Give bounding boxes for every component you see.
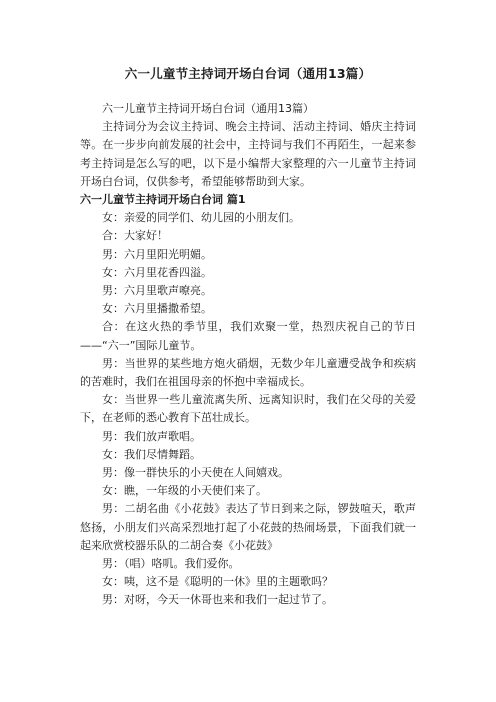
dialogue-line: 男：二胡名曲《小花鼓》表达了节日到来之际，锣鼓喧天，歌声悠扬，小朋友们兴高采烈地打起了小花鼓的热闹场景，下面我们就一起来欣赏校器乐队的二胡合奏《小花鼓》 [80,502,416,552]
dialogue-line: 男：六月里阳光明媚。 [102,247,212,261]
dialogue-line: 女：当世界一些儿童流离失所、远离知识时，我们在父母的关爱下，在老师的悉心教育下茁壮成长。 [80,393,416,425]
subtitle-line: 六一儿童节主持词开场白台词（通用13篇） [102,102,314,115]
dialogue-line: 男：六月里歌声嘹亮。 [102,284,212,298]
dialogue-line: 女：我们尽情舞蹈。 [102,447,201,461]
document-title: 六一儿童节主持词开场白台词（通用13篇） [124,66,372,81]
dialogue-line: 男：我们放声歌唱。 [102,429,201,443]
dialogue-line: 女：六月里花香四溢。 [102,265,212,279]
intro-paragraph: 主持词分为会议主持词、晚会主持词、活动主持词、婚庆主持词等。在一步步向前发展的社会中，主持词与我们不再陌生，一起来参考主持词是怎么写的吧，以下是小编帮大家整理的六一儿童节主持词开场白台词，仅供参考，希望能够帮助到大家。 [80,120,416,188]
section-title: 六一儿童节主持词开场白台词 篇1 [80,193,246,207]
dialogue-line: 女：六月里播撒希望。 [102,302,212,316]
dialogue-line: 合：在这火热的季节里，我们欢聚一堂，热烈庆祝自己的节日——“六一”国际儿童节。 [80,320,416,352]
dialogue-line: 女：瞧，一年级的小天使们来了。 [102,484,267,498]
dialogue-line: 男：对呀，今天一休哥也来和我们一起过节了。 [102,593,333,607]
dialogue-line: 合：大家好！ [102,229,168,243]
dialogue-line: 女：亲爱的同学们、幼儿园的小朋友们。 [102,211,300,225]
dialogue-line: 男：像一群快乐的小天使在人间嬉戏。 [102,466,289,480]
dialogue-line: 男：（唱）咯叽。我们爱你。 [102,557,240,571]
dialogue-line: 男：当世界的某些地方炮火硝烟，无数少年儿童遭受战争和疾病的苦难时，我们在祖国母亲的怀抱中幸福成长。 [80,356,416,389]
dialogue-line: 女：咦，这不是《聪明的一休》里的主题歌吗？ [102,575,333,589]
